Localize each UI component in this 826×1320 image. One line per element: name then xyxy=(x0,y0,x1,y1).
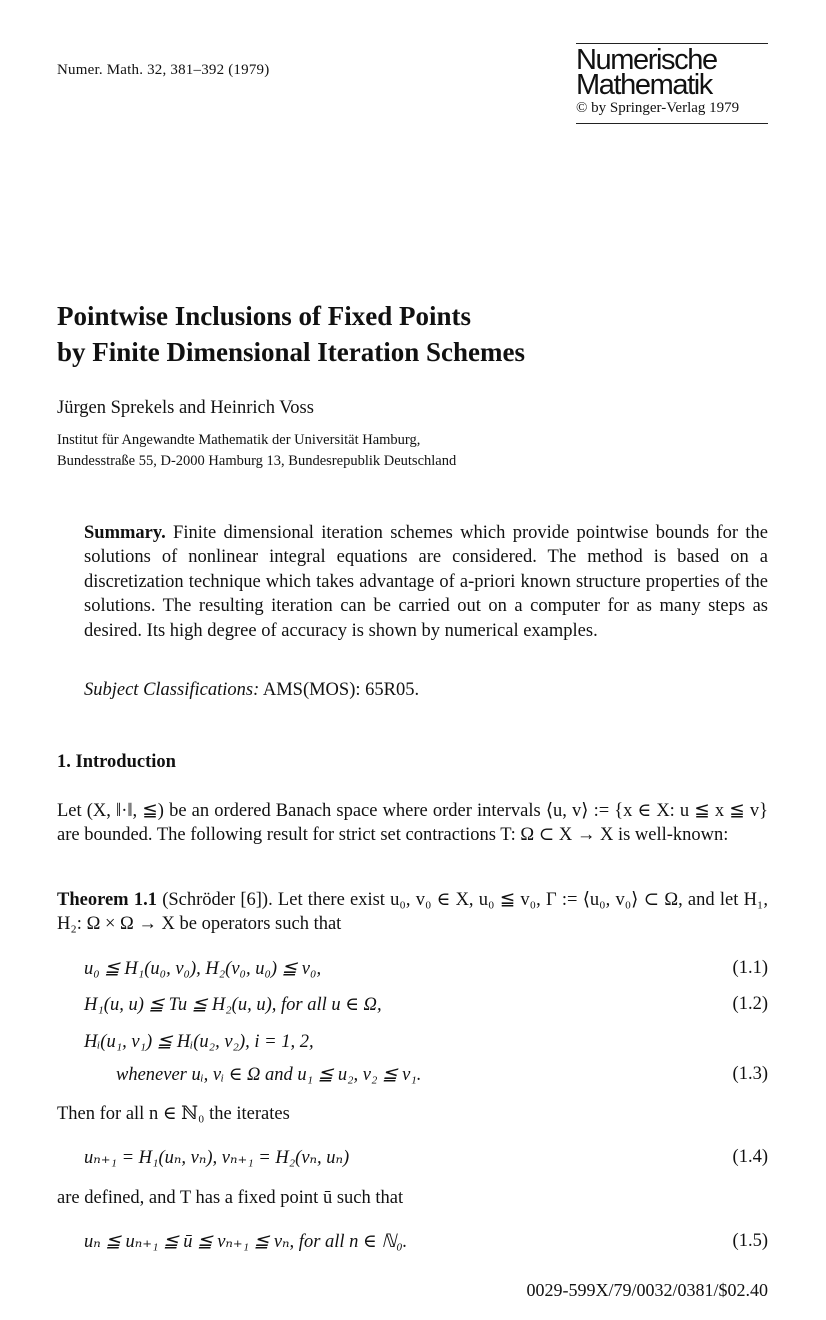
journal-masthead xyxy=(576,43,768,124)
equation-number-1-3: (1.3) xyxy=(732,1064,768,1084)
defined-text: are defined, and T has a fixed point ū such that xyxy=(57,1188,404,1208)
theorem-text: (Schröder [6]). Let there exist u₀, v₀ ∈ X, u₀ ≦ v₀, Γ := ⟨u₀, v₀⟩ ⊂ Ω, and let H₁, H₂: Ω × Ω → X be operators such that xyxy=(57,890,769,935)
equation-number-1-4: (1.4) xyxy=(732,1147,768,1167)
affiliation-line2: Bundesstraße 55, D-2000 Hamburg 13, Bundesrepublik Deutschland xyxy=(57,453,457,469)
equation-1-4: uₙ₊₁ = H₁(uₙ, vₙ), vₙ₊₁ = H₂(vₙ, uₙ) xyxy=(84,1148,350,1168)
journal-name-line2: Mathematik xyxy=(576,69,712,101)
equation-1-1: u₀ ≦ H₁(u₀, v₀), H₂(v₀, u₀) ≦ v₀, xyxy=(84,959,322,979)
affiliation xyxy=(57,430,456,472)
title-line2: by Finite Dimensional Iteration Schemes xyxy=(57,337,525,367)
title-line1: Pointwise Inclusions of Fixed Points xyxy=(57,301,472,331)
subject-label: Subject Classifications: xyxy=(84,680,260,700)
subject-value: AMS(MOS): 65R05. xyxy=(262,680,420,700)
section-heading: 1. Introduction xyxy=(57,752,176,772)
copyright-notice: © by Springer-Verlag 1979 xyxy=(576,100,740,116)
then-text: Then for all n ∈ ℕ₀ the iterates xyxy=(57,1104,290,1124)
intro-paragraph: Let (X, ‖·‖, ≦) be an ordered Banach space where order intervals ⟨u, v⟩ := {x ∈ X: u ≦ x ≦ v} are bounded. The following result for strict set contractions T: Ω ⊂ X → X is well-known: xyxy=(57,801,768,846)
theorem-label: Theorem 1.1 xyxy=(57,890,157,910)
equation-1-2: H₁(u, u) ≦ Tu ≦ H₂(u, u), for all u ∈ Ω, xyxy=(84,995,382,1015)
footer-code: 0029-599X/79/0032/0381/$02.40 xyxy=(526,1280,768,1300)
subject-classifications xyxy=(84,680,419,701)
equation-number-1-5: (1.5) xyxy=(732,1231,768,1251)
affiliation-line1: Institut für Angewandte Mathematik der Universität Hamburg, xyxy=(57,432,421,448)
equation-1-3-line2: whenever uᵢ, vᵢ ∈ Ω and u₁ ≦ u₂, v₂ ≦ v₁. xyxy=(116,1065,422,1085)
journal-name-line1: Numerische xyxy=(576,44,717,76)
equation-1-5: uₙ ≦ uₙ₊₁ ≦ ū ≦ vₙ₊₁ ≦ vₙ, for all n ∈ ℕ₀. xyxy=(84,1232,408,1252)
authors: Jürgen Sprekels and Heinrich Voss xyxy=(57,398,314,418)
journal-name xyxy=(576,44,768,101)
equation-number-1-2: (1.2) xyxy=(732,994,768,1014)
summary-paragraph xyxy=(84,521,768,643)
paper-title xyxy=(57,298,525,370)
equation-1-3-line1: Hᵢ(u₁, v₁) ≦ Hᵢ(u₂, v₂), i = 1, 2, xyxy=(84,1032,314,1052)
journal-reference: Numer. Math. 32, 381–392 (1979) xyxy=(57,62,270,78)
summary-label: Summary. xyxy=(84,523,166,543)
theorem-paragraph xyxy=(57,888,768,937)
summary-text: Finite dimensional iteration schemes which provide pointwise bounds for the solutions of nonlinear integral equations are considered. The method is based on a discretization technique which takes advantage of a-priori known structure properties of the solutions. The resulting iteration can be carried out on a computer for as many steps as desired. Its high degree of accuracy is shown by numerical examples. xyxy=(84,523,769,641)
masthead-bottom-rule xyxy=(576,123,768,124)
equation-number-1-1: (1.1) xyxy=(732,958,768,978)
